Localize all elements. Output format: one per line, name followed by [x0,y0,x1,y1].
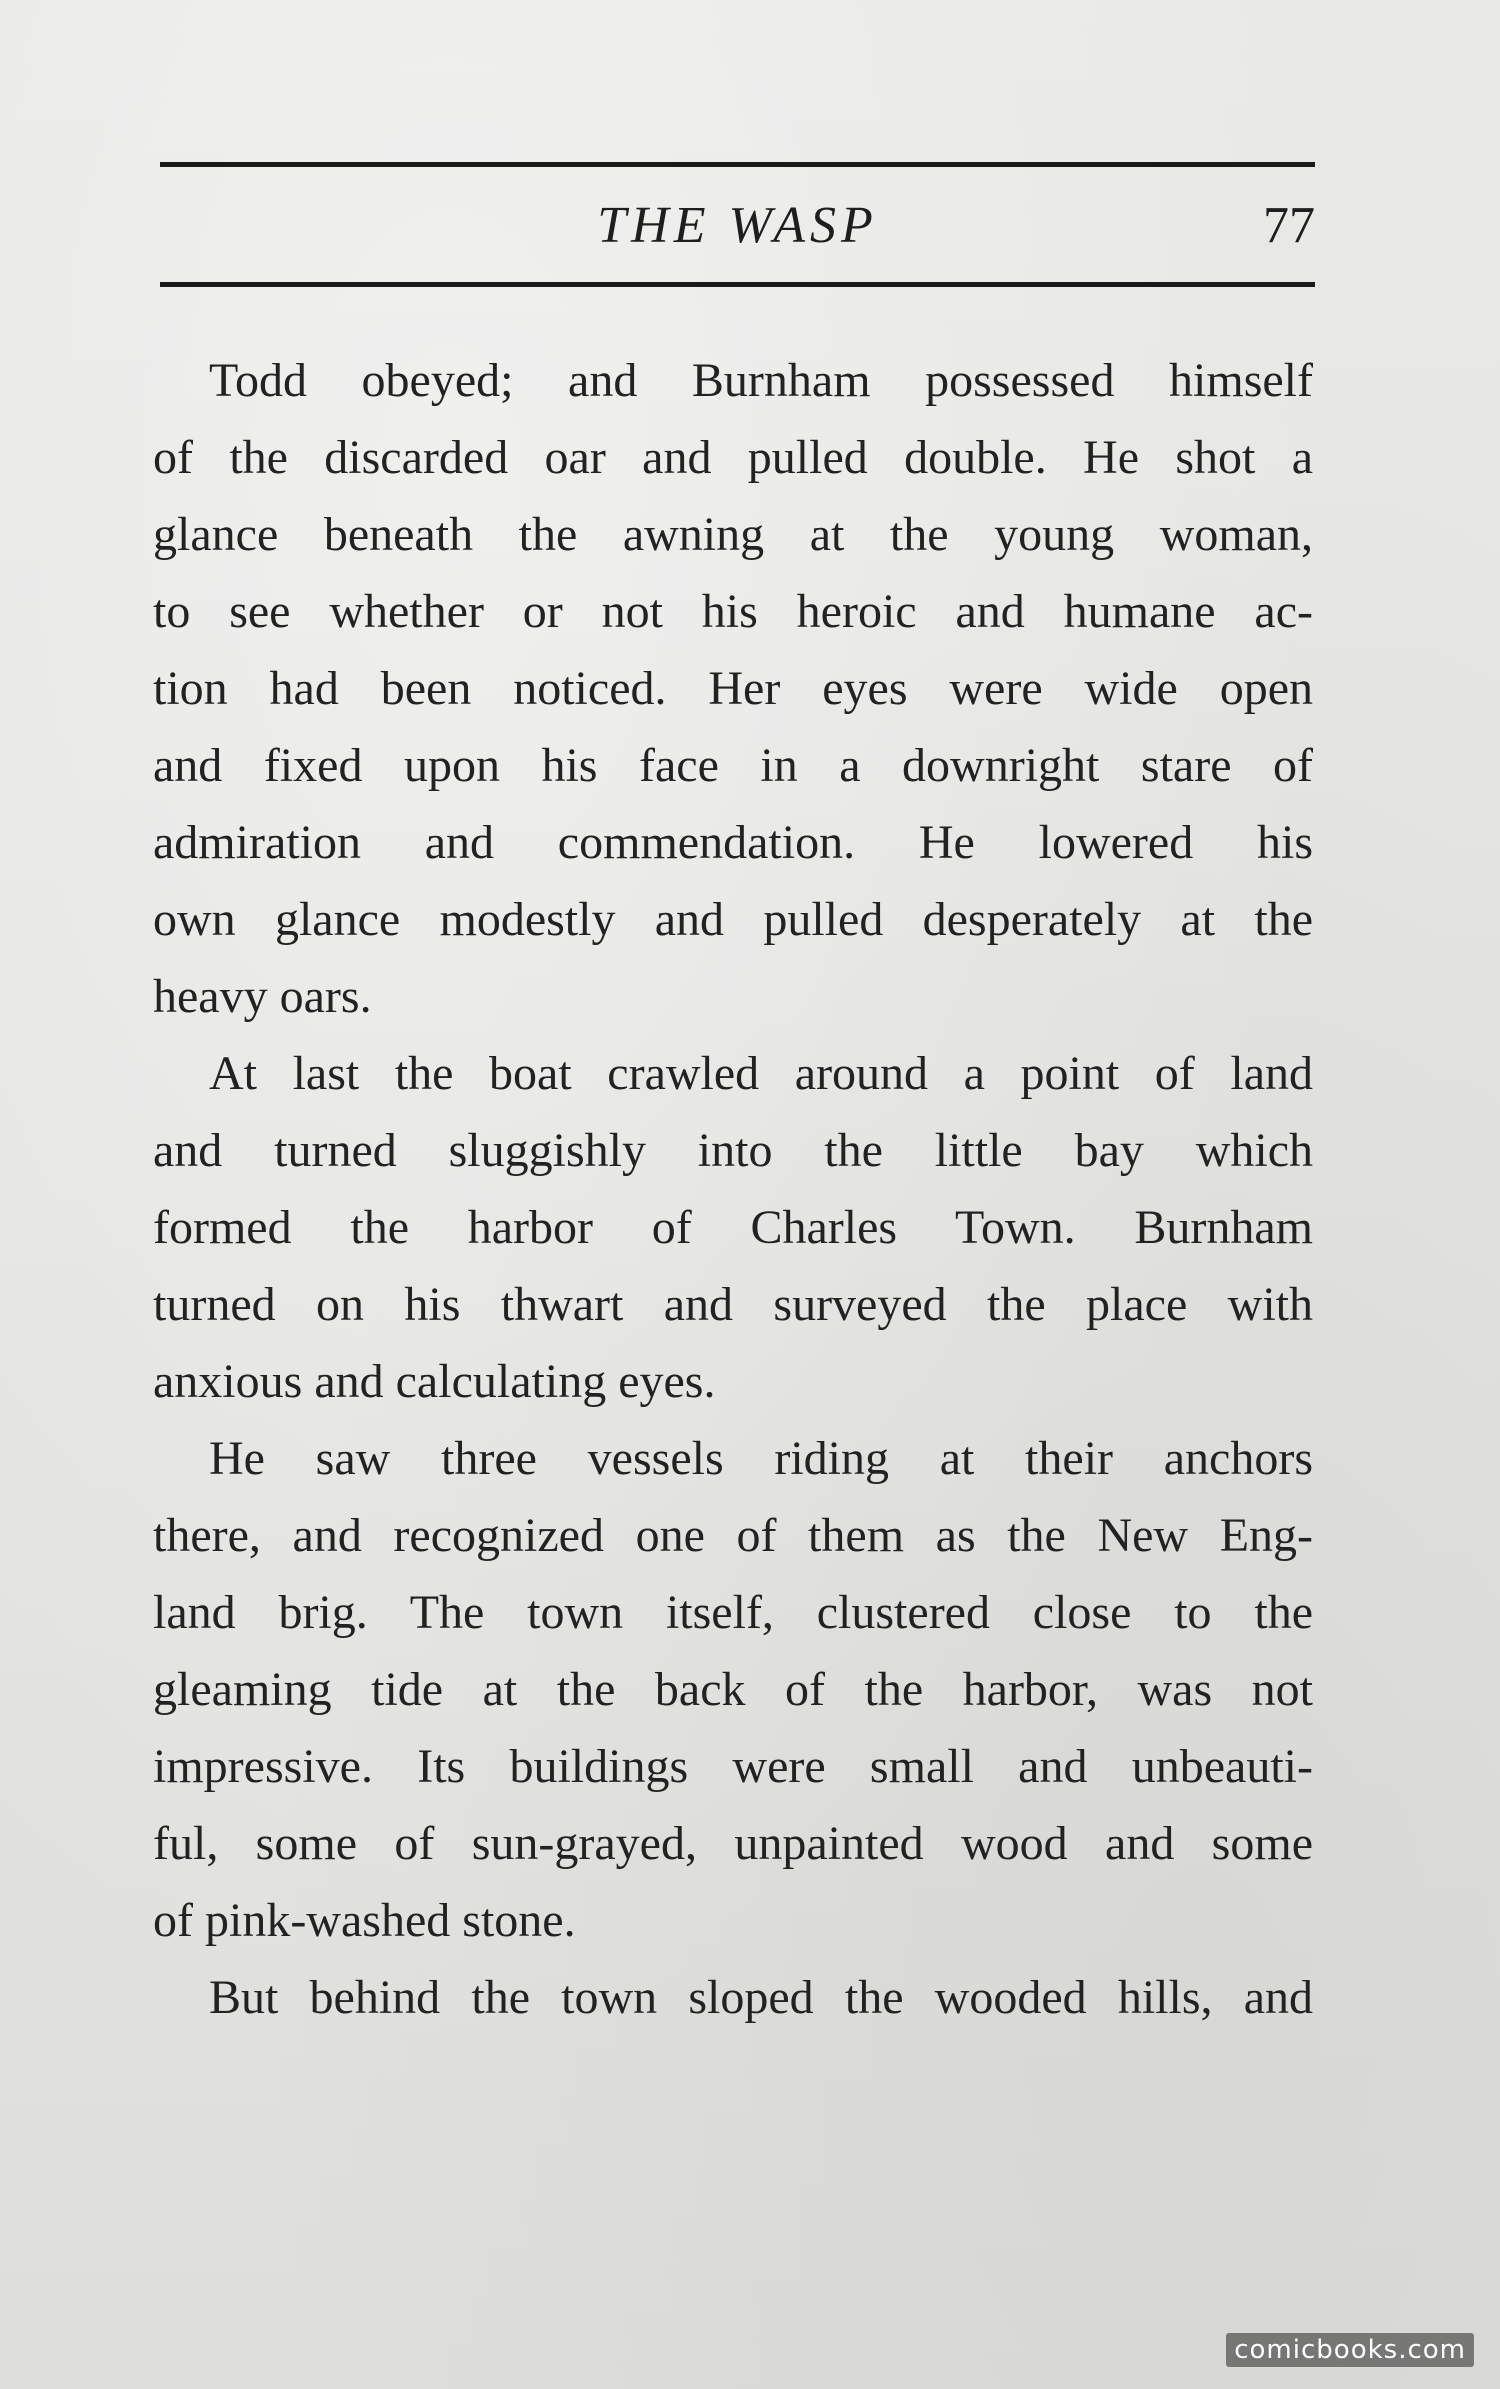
page-number: 77 [1263,197,1315,254]
text-line: formed the harbor of Charles Town. Burnham [153,1201,1313,1254]
text-line: of pink-washed stone. [153,1894,576,1947]
text-line: gleaming tide at the back of the harbor, was not [153,1663,1313,1716]
text-line: ful, some of sun-grayed, unpainted wood and some [153,1817,1313,1870]
text-line: tion had been noticed. Her eyes were wide open [153,662,1313,715]
body-text [153,342,1313,2036]
paragraph-3 [153,1420,1313,1959]
watermark: comicbooks.com [1226,2333,1474,2367]
text-line: turned on his thwart and surveyed the place with [153,1278,1313,1331]
text-line: and turned sluggishly into the little bay which [153,1124,1313,1177]
running-head [160,190,1315,262]
header-rule-top [160,162,1315,167]
text-line: there, and recognized one of them as the New Eng- [153,1509,1313,1562]
text-line: At last the boat crawled around a point of land [209,1047,1313,1100]
text-line: to see whether or not his heroic and humane ac- [153,585,1313,638]
text-line: Todd obeyed; and Burnham possessed himself [209,354,1313,407]
paragraph-4 [153,1959,1313,2036]
text-line: anxious and calculating eyes. [153,1355,716,1408]
text-line: impressive. Its buildings were small and unbeauti- [153,1740,1313,1793]
paragraph-2 [153,1035,1313,1420]
text-line: admiration and commendation. He lowered his [153,816,1313,869]
running-title: THE WASP [597,197,878,254]
text-line: But behind the town sloped the wooded hills, and [209,1971,1313,2024]
text-line: He saw three vessels riding at their anchors [209,1432,1313,1485]
text-line: land brig. The town itself, clustered close to the [153,1586,1313,1639]
text-line: of the discarded oar and pulled double. He shot a [153,431,1313,484]
paragraph-1 [153,342,1313,1035]
text-line: own glance modestly and pulled desperately at the [153,893,1313,946]
text-line: glance beneath the awning at the young woman, [153,508,1313,561]
text-line: heavy oars. [153,970,372,1023]
header-rule-bottom [160,282,1315,287]
text-line: and fixed upon his face in a downright stare of [153,739,1313,792]
